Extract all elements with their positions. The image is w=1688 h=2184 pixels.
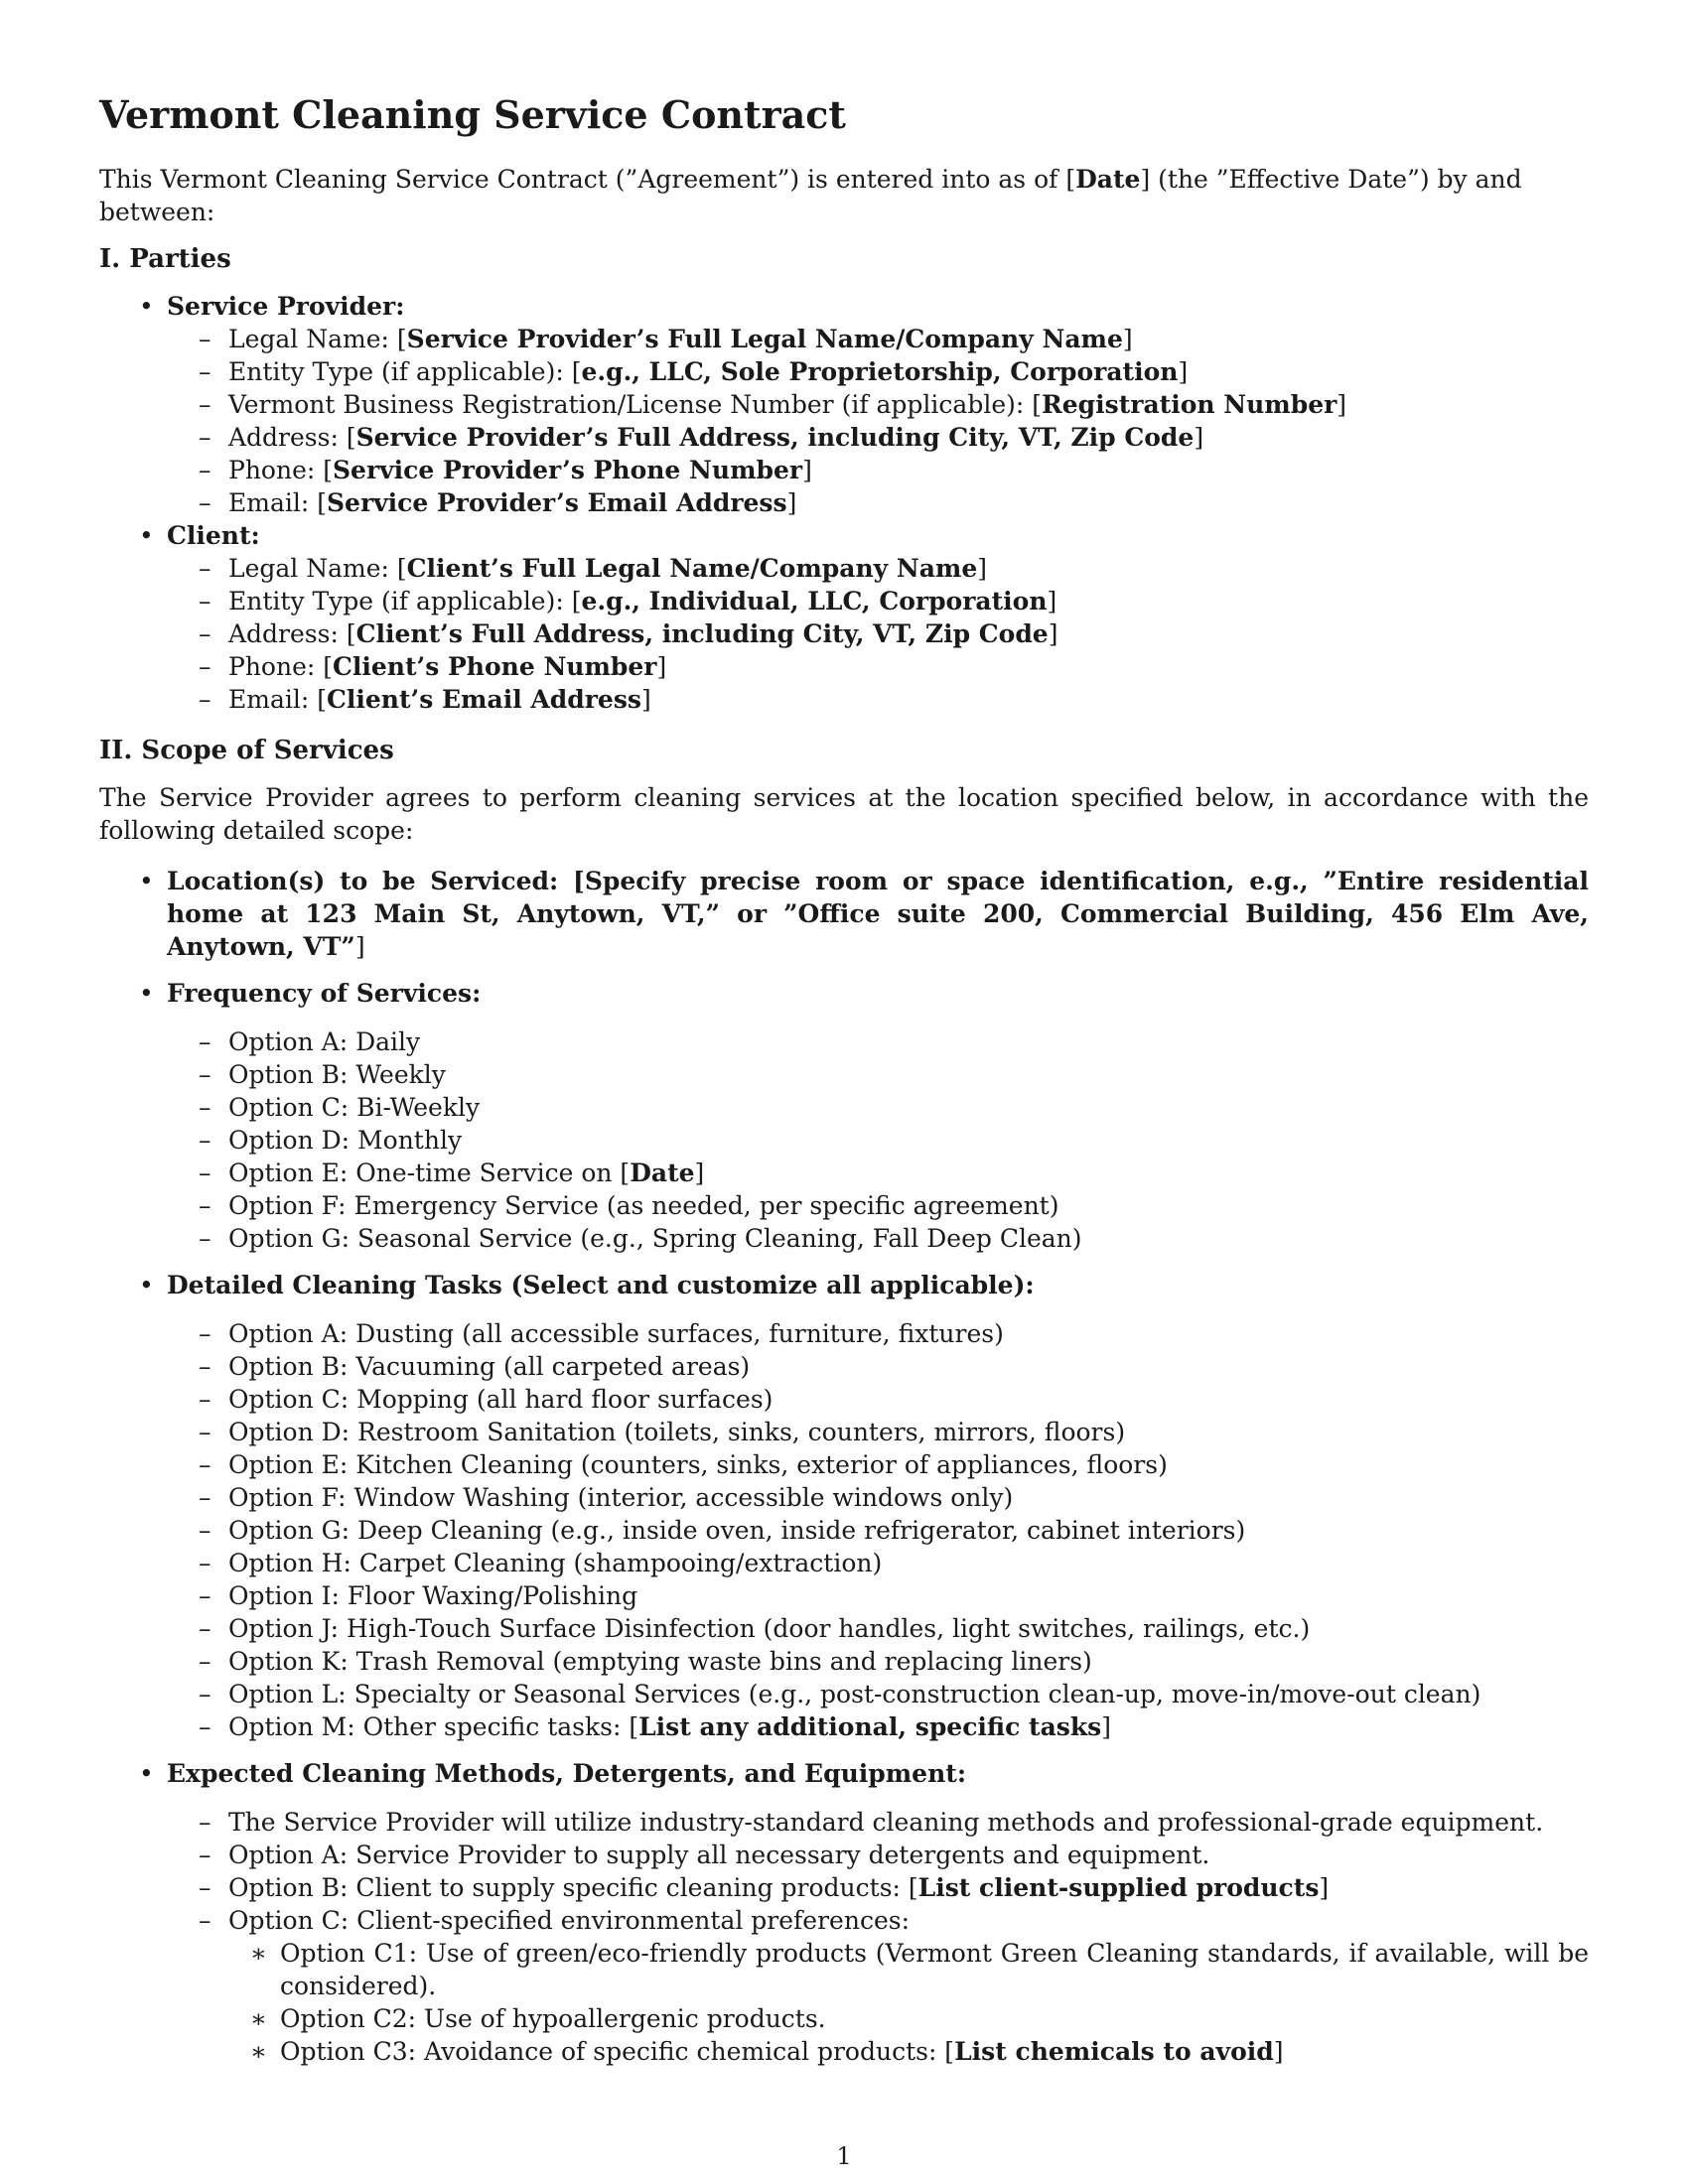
client-fields <box>167 552 1589 716</box>
scope-heading: II. Scope of Services <box>99 736 394 765</box>
client-item <box>167 519 1589 716</box>
provider-email: – Email: [Service Provider’s Email Address] <box>228 486 1589 519</box>
methods-item <box>167 1757 1589 2068</box>
frequency-item <box>167 977 1589 1255</box>
parties-list <box>99 290 1589 716</box>
scope-intro: The Service Provider agrees to perform cleaning services at the location specified below, in accordance with the following detailed scope: <box>99 783 1589 845</box>
task-option: – Option M: Other specific tasks: [List any additional, specific tasks] <box>228 1710 1589 1743</box>
task-option: – Option F: Window Washing (interior, accessible windows only) <box>228 1481 1589 1514</box>
methods-option: – Option B: Client to supply specific cleaning products: [List client-supplied products] <box>228 1871 1589 1904</box>
task-option: – Option I: Floor Waxing/Polishing <box>228 1579 1589 1612</box>
task-option: – Option E: Kitchen Cleaning (counters, sinks, exterior of appliances, floors) <box>228 1448 1589 1481</box>
client-email: – Email: [Client’s Email Address] <box>228 683 1589 716</box>
frequency-options <box>167 1025 1589 1255</box>
client-legal-name: – Legal Name: [Client’s Full Legal Name/Company Name] <box>228 552 1589 585</box>
methods-option: – Option A: Service Provider to supply all necessary detergents and equipment. <box>228 1839 1589 1871</box>
frequency-option: – Option D: Monthly <box>228 1124 1589 1157</box>
provider-address: – Address: [Service Provider’s Full Address, including City, VT, Zip Code] <box>228 421 1589 454</box>
frequency-option: – Option C: Bi-Weekly <box>228 1091 1589 1124</box>
preference-option: ∗ Option C1: Use of green/eco-friendly products (Vermont Green Cleaning standards, if available, will be considered). <box>280 1937 1589 2002</box>
task-option: – Option J: High-Touch Surface Disinfection (door handles, light switches, railings, etc.) <box>228 1612 1589 1645</box>
page-number: 1 <box>836 2142 852 2170</box>
intro-paragraph: This Vermont Cleaning Service Contract (”Agreement”) is entered into as of [Date] (the ”Effective Date”) by and between: <box>99 165 1522 226</box>
frequency-option: – Option G: Seasonal Service (e.g., Spring Cleaning, Fall Deep Clean) <box>228 1222 1589 1255</box>
frequency-option: – Option A: Daily <box>228 1025 1589 1058</box>
methods-label: • Expected Cleaning Methods, Detergents, and Equipment: <box>167 1759 967 1788</box>
scope-list <box>99 865 1589 2068</box>
parties-heading: I. Parties <box>99 244 231 274</box>
frequency-label: • Frequency of Services: <box>167 979 482 1008</box>
task-option: – Option G: Deep Cleaning (e.g., inside oven, inside refrigerator, cabinet interiors) <box>228 1514 1589 1547</box>
methods-line: – The Service Provider will utilize industry-standard cleaning methods and professional-grade equipment. <box>228 1806 1589 1839</box>
task-option: – Option A: Dusting (all accessible surfaces, furniture, fixtures) <box>228 1317 1589 1350</box>
methods-options <box>167 1806 1589 2068</box>
document-page <box>99 81 1589 2082</box>
tasks-item <box>167 1269 1589 1743</box>
provider-phone: – Phone: [Service Provider’s Phone Number] <box>228 454 1589 486</box>
task-option: – Option B: Vacuuming (all carpeted areas) <box>228 1350 1589 1383</box>
frequency-option: – Option B: Weekly <box>228 1058 1589 1091</box>
client-entity-type: – Entity Type (if applicable): [e.g., Individual, LLC, Corporation] <box>228 585 1589 617</box>
task-option: – Option H: Carpet Cleaning (shampooing/extraction) <box>228 1547 1589 1579</box>
effective-date-placeholder: Date <box>1075 165 1141 194</box>
service-provider-label: Service Provider: <box>167 292 405 321</box>
preference-option: ∗ Option C3: Avoidance of specific chemical products: [List chemicals to avoid] <box>280 2035 1589 2068</box>
provider-entity-type: – Entity Type (if applicable): [e.g., LLC, Sole Proprietorship, Corporation] <box>228 355 1589 388</box>
provider-registration: – Vermont Business Registration/License Number (if applicable): [Registration Number] <box>228 388 1589 421</box>
service-provider-item <box>167 290 1589 519</box>
frequency-option: – Option F: Emergency Service (as needed, per specific agreement) <box>228 1189 1589 1222</box>
client-address: – Address: [Client’s Full Address, including City, VT, Zip Code] <box>228 617 1589 650</box>
service-provider-fields <box>167 323 1589 519</box>
location-text: Location(s) to be Serviced: [Specify precise room or space identification, e.g., ”Entire residential home at 123 Main St, Anytown, VT,” or ”Office suite 200, Commercial Building, 456 Elm Ave, Anytown, VT” <box>167 867 1589 961</box>
task-option: – Option D: Restroom Sanitation (toilets, sinks, counters, mirrors, floors) <box>228 1416 1589 1448</box>
location-item: • Location(s) to be Serviced: [Specify precise room or space identification, e.g., ”Entire residential home at 123 Main St, Anytown, VT,” or ”Office suite 200, Commercial Building, 456 Elm Ave, Anytown, VT”] <box>167 865 1589 963</box>
task-option: – Option K: Trash Removal (emptying waste bins and replacing liners) <box>228 1645 1589 1678</box>
task-options <box>167 1317 1589 1743</box>
frequency-option: – Option E: One-time Service on [Date] <box>228 1157 1589 1189</box>
client-label: Client: <box>167 521 260 550</box>
client-phone: – Phone: [Client’s Phone Number] <box>228 650 1589 683</box>
tasks-label: • Detailed Cleaning Tasks (Select and customize all applicable): <box>167 1271 1035 1299</box>
document-title: Vermont Cleaning Service Contract <box>99 92 846 137</box>
task-option: – Option L: Specialty or Seasonal Services (e.g., post-construction clean-up, move-in/move-out clean) <box>228 1678 1589 1710</box>
provider-legal-name: – Legal Name: [Service Provider’s Full Legal Name/Company Name] <box>228 323 1589 355</box>
methods-option: – Option C: Client-specified environmental preferences: ∗ Option C1: Use of green/eco-friendly products (Vermont Green Cleaning standards, if available, will be considered). ∗ Option C2: Use of hypoallergenic products. ∗ Option C3: Avoidance of specific chemical products: [List chemicals to avoid] <box>228 1904 1589 2068</box>
preference-option: ∗ Option C2: Use of hypoallergenic products. <box>280 2002 1589 2035</box>
environmental-preferences <box>228 1937 1589 2068</box>
task-option: – Option C: Mopping (all hard floor surfaces) <box>228 1383 1589 1416</box>
